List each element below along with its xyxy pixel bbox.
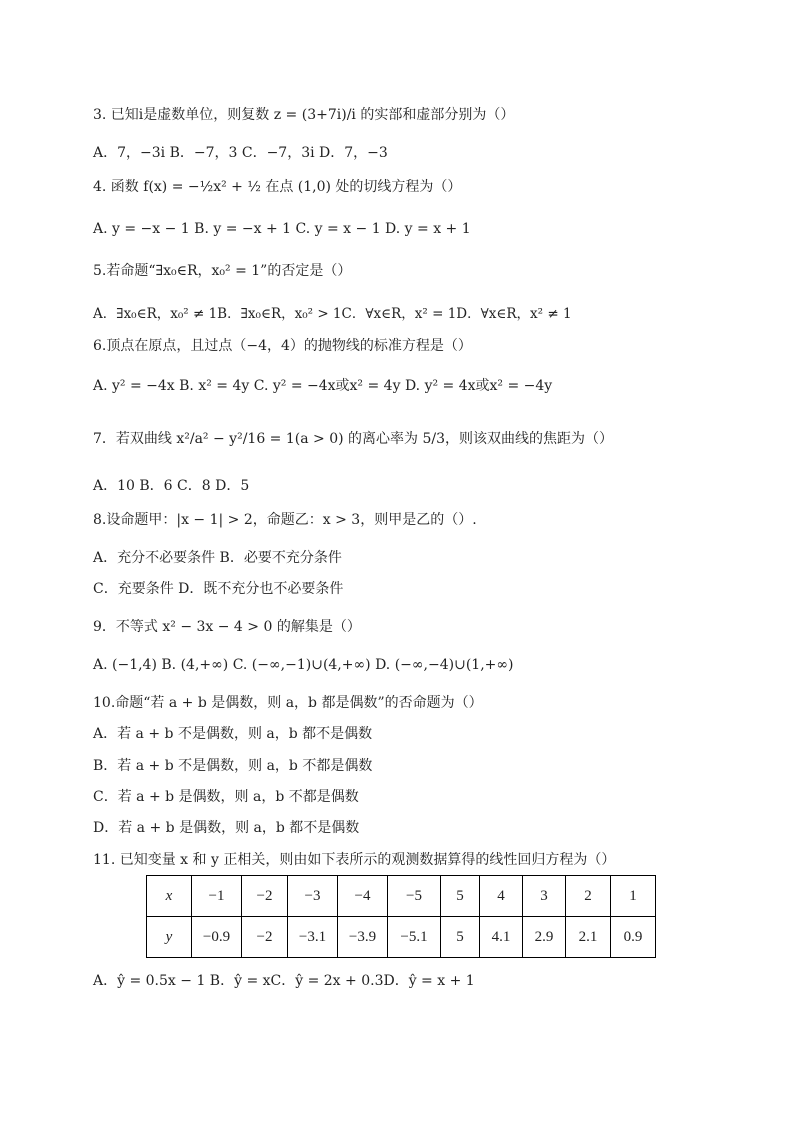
question-8-options-cd: C．充要条件 D．既不充分也不必要条件 xyxy=(93,581,344,597)
table-cell: −2 xyxy=(242,917,288,958)
question-10-option-d: D．若 a + b 是偶数，则 a，b 都不是偶数 xyxy=(93,820,360,836)
table-cell: 4 xyxy=(480,876,523,917)
question-10-option-c: C．若 a + b 是偶数，则 a，b 不都是偶数 xyxy=(93,789,359,805)
question-4-stem: 4. 函数 f(x) = −½x² + ½ 在点 (1,0) 处的切线方程为（） xyxy=(93,179,462,195)
table-cell: 4.1 xyxy=(480,917,523,958)
table-cell: −5.1 xyxy=(388,917,441,958)
question-9-stem: 9．不等式 x² − 3x − 4 > 0 的解集是（） xyxy=(93,619,361,635)
table-cell: 5 xyxy=(441,876,480,917)
table-cell: 5 xyxy=(441,917,480,958)
table-cell: 0.9 xyxy=(611,917,656,958)
table-cell: −3.1 xyxy=(288,917,338,958)
question-4-options: A. y = −x − 1 B. y = −x + 1 C. y = x − 1 D. y = x + 1 xyxy=(93,221,471,237)
table-header-y: y xyxy=(147,917,192,958)
table-cell: −0.9 xyxy=(192,917,242,958)
question-3-options: A．7，−3i B．−7，3 C．−7，3i D．7，−3 xyxy=(93,145,388,161)
table-cell: −3.9 xyxy=(338,917,388,958)
table-row-x xyxy=(147,876,656,917)
question-10-option-a: A．若 a + b 不是偶数，则 a，b 都不是偶数 xyxy=(93,726,373,742)
question-9-options: A. (−1,4) B. (4,+∞) C. (−∞,−1)∪(4,+∞) D. (−∞,−4)∪(1,+∞) xyxy=(93,657,514,673)
question-3-stem: 3. 已知i是虚数单位，则复数 z = (3+7i)/i 的实部和虚部分别为（） xyxy=(93,107,515,123)
question-10-option-b: B．若 a + b 不是偶数，则 a，b 不都是偶数 xyxy=(93,758,373,774)
table-cell: −2 xyxy=(242,876,288,917)
question-8-stem: 8.设命题甲：|x − 1| > 2，命题乙：x > 3，则甲是乙的（）. xyxy=(93,512,477,528)
table-row-y xyxy=(147,917,656,958)
question-7-options: A．10 B．6 C．8 D．5 xyxy=(93,478,250,494)
table-cell: −5 xyxy=(388,876,441,917)
question-11-options: A．ŷ = 0.5x − 1 B．ŷ = xC．ŷ = 2x + 0.3D．ŷ = x + 1 xyxy=(93,973,475,989)
table-cell: −3 xyxy=(288,876,338,917)
question-5-options: A．∃x₀∈R，x₀² ≠ 1B．∃x₀∈R，x₀² > 1C．∀x∈R，x² = 1D．∀x∈R，x² ≠ 1 xyxy=(93,306,572,322)
question-5-stem: 5.若命题“∃x₀∈R，x₀² = 1”的否定是（） xyxy=(93,263,352,279)
question-11-stem: 11. 已知变量 x 和 y 正相关，则由如下表所示的观测数据算得的线性回归方程为（） xyxy=(93,852,616,868)
table-header-x: x xyxy=(147,876,192,917)
question-6-stem: 6.顶点在原点，且过点（−4，4）的抛物线的标准方程是（） xyxy=(93,338,472,354)
question-6-options: A. y² = −4x B. x² = 4y C. y² = −4x或x² = 4y D. y² = 4x或x² = −4y xyxy=(93,378,553,394)
question-10-stem: 10.命题“若 a + b 是偶数，则 a，b 都是偶数”的否命题为（） xyxy=(93,695,483,711)
table-cell: −4 xyxy=(338,876,388,917)
question-8-options-ab: A．充分不必要条件 B．必要不充分条件 xyxy=(93,550,342,566)
question-7-stem: 7．若双曲线 x²/a² − y²/16 = 1(a > 0) 的离心率为 5/3，则该双曲线的焦距为（） xyxy=(93,431,614,447)
table-cell: 2.9 xyxy=(523,917,566,958)
table-cell: −1 xyxy=(192,876,242,917)
table-cell: 3 xyxy=(523,876,566,917)
table-cell: 1 xyxy=(611,876,656,917)
table-cell: 2 xyxy=(566,876,611,917)
observation-table xyxy=(146,875,656,958)
table-cell: 2.1 xyxy=(566,917,611,958)
